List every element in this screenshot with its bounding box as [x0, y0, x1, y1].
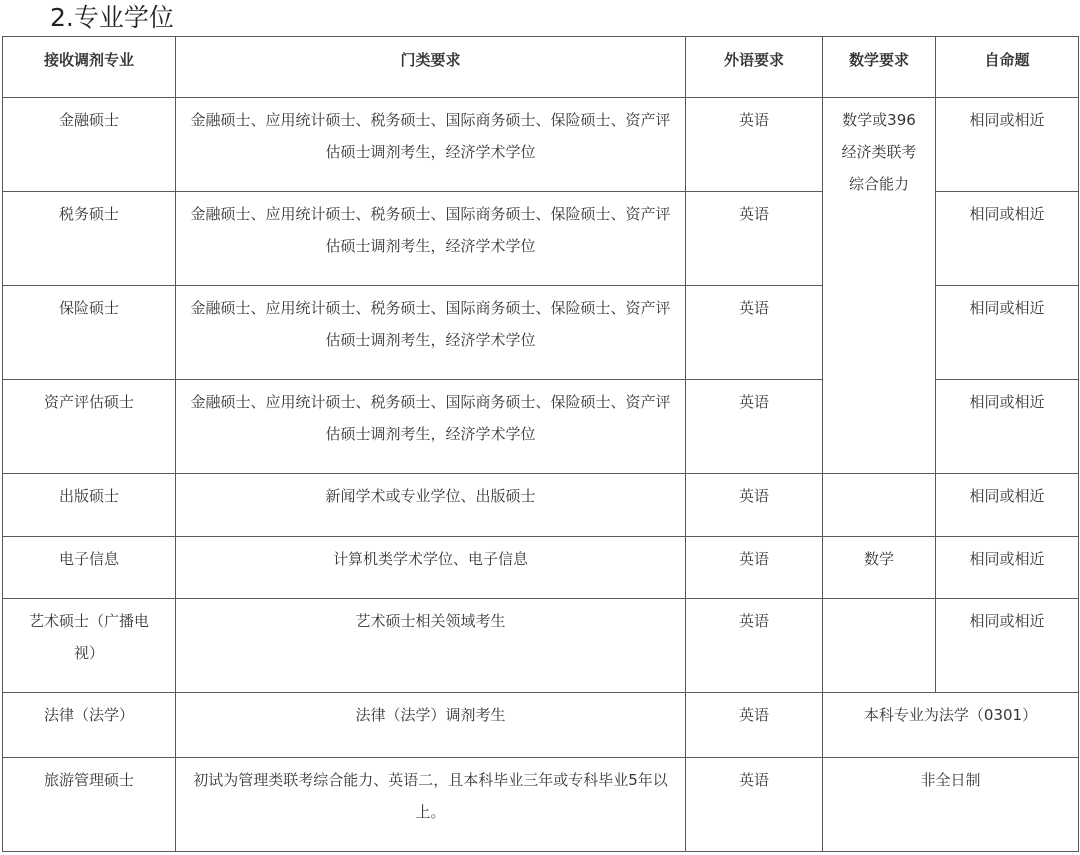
admission-table [2, 36, 1079, 852]
major-cell: 旅游管理硕士 [3, 758, 176, 852]
math-cell [823, 474, 936, 537]
section-title: 2.专业学位 [50, 3, 174, 32]
math-cell: 数学 [823, 537, 936, 599]
self-exam-cell: 相同或相近 [936, 474, 1079, 537]
category-cell: 初试为管理类联考综合能力、英语二，且本科毕业三年或专科毕业5年以上。 [176, 758, 686, 852]
major-cell: 保险硕士 [3, 286, 176, 380]
self-exam-cell: 相同或相近 [936, 537, 1079, 599]
header-self-exam: 自命题 [936, 37, 1079, 98]
foreign-language-cell: 英语 [686, 286, 823, 380]
self-exam-cell: 相同或相近 [936, 380, 1079, 474]
major-cell: 资产评估硕士 [3, 380, 176, 474]
major-cell: 电子信息 [3, 537, 176, 599]
merged-note-cell: 非全日制 [823, 758, 1079, 852]
merged-note-cell: 本科专业为法学（0301） [823, 693, 1079, 758]
table-row [3, 599, 1079, 693]
header-row [3, 37, 1079, 98]
header-major: 接收调剂专业 [3, 37, 176, 98]
foreign-language-cell: 英语 [686, 599, 823, 693]
category-cell: 金融硕士、应用统计硕士、税务硕士、国际商务硕士、保险硕士、资产评估硕士调剂考生，经济学术学位 [176, 192, 686, 286]
math-cell: 数学或396经济类联考综合能力 [823, 98, 936, 474]
self-exam-cell: 相同或相近 [936, 599, 1079, 693]
table-row [3, 537, 1079, 599]
foreign-language-cell: 英语 [686, 98, 823, 192]
foreign-language-cell: 英语 [686, 474, 823, 537]
category-cell: 艺术硕士相关领域考生 [176, 599, 686, 693]
major-cell: 金融硕士 [3, 98, 176, 192]
category-cell: 金融硕士、应用统计硕士、税务硕士、国际商务硕士、保险硕士、资产评估硕士调剂考生，经济学术学位 [176, 380, 686, 474]
self-exam-cell: 相同或相近 [936, 192, 1079, 286]
header-foreign-language: 外语要求 [686, 37, 823, 98]
major-cell: 法律（法学） [3, 693, 176, 758]
table-row [3, 693, 1079, 758]
major-cell: 出版硕士 [3, 474, 176, 537]
math-cell [823, 599, 936, 693]
category-cell: 新闻学术或专业学位、出版硕士 [176, 474, 686, 537]
foreign-language-cell: 英语 [686, 758, 823, 852]
foreign-language-cell: 英语 [686, 693, 823, 758]
major-cell: 税务硕士 [3, 192, 176, 286]
foreign-language-cell: 英语 [686, 537, 823, 599]
category-cell: 金融硕士、应用统计硕士、税务硕士、国际商务硕士、保险硕士、资产评估硕士调剂考生，经济学术学位 [176, 286, 686, 380]
category-cell: 法律（法学）调剂考生 [176, 693, 686, 758]
category-cell: 金融硕士、应用统计硕士、税务硕士、国际商务硕士、保险硕士、资产评估硕士调剂考生，经济学术学位 [176, 98, 686, 192]
header-math: 数学要求 [823, 37, 936, 98]
table-row [3, 98, 1079, 192]
self-exam-cell: 相同或相近 [936, 286, 1079, 380]
self-exam-cell: 相同或相近 [936, 98, 1079, 192]
table-row [3, 758, 1079, 852]
category-cell: 计算机类学术学位、电子信息 [176, 537, 686, 599]
foreign-language-cell: 英语 [686, 380, 823, 474]
foreign-language-cell: 英语 [686, 192, 823, 286]
major-cell: 艺术硕士（广播电视） [3, 599, 176, 693]
table-row [3, 474, 1079, 537]
header-category: 门类要求 [176, 37, 686, 98]
